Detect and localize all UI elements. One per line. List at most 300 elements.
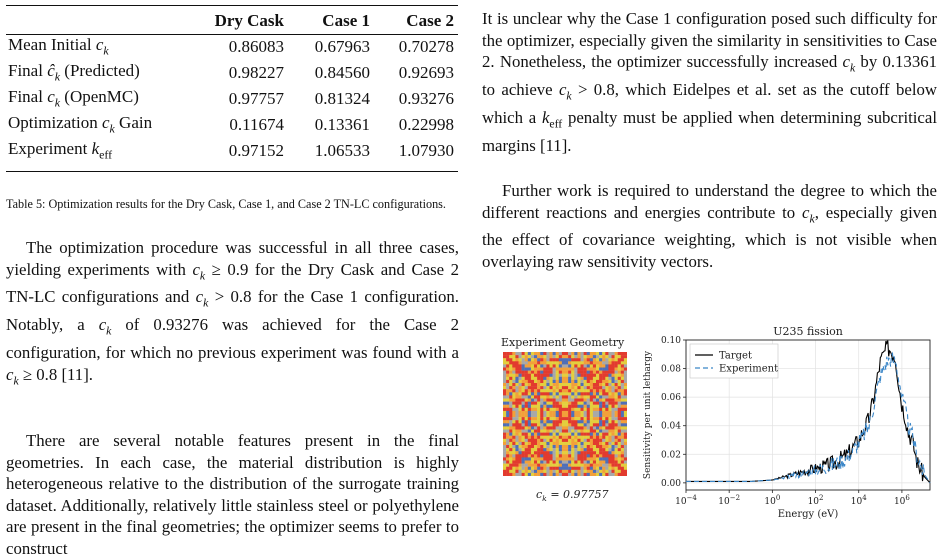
- geometry-cell: [525, 420, 528, 423]
- geometry-cell: [574, 358, 577, 361]
- geometry-cell: [581, 433, 584, 436]
- geometry-cell: [596, 411, 599, 414]
- geometry-cell: [584, 414, 587, 417]
- geometry-cell: [584, 361, 587, 364]
- geometry-cell: [624, 383, 627, 386]
- geometry-cell: [537, 364, 540, 367]
- geometry-cell: [581, 374, 584, 377]
- geometry-cell: [556, 395, 559, 398]
- geometry-cell: [593, 392, 596, 395]
- geometry-cell: [515, 448, 518, 451]
- geometry-cell: [581, 430, 584, 433]
- geometry-cell: [612, 383, 615, 386]
- geometry-cell: [531, 399, 534, 402]
- geometry-cell: [543, 389, 546, 392]
- geometry-cell: [593, 389, 596, 392]
- table-header-case-2: Case 2: [406, 11, 454, 30]
- geometry-cell: [602, 430, 605, 433]
- geometry-cell: [546, 380, 549, 383]
- geometry-cell: [593, 433, 596, 436]
- geometry-cell: [568, 417, 571, 420]
- geometry-cell: [584, 467, 587, 470]
- geometry-cell: [546, 448, 549, 451]
- geometry-cell: [593, 395, 596, 398]
- geometry-cell: [540, 355, 543, 358]
- geometry-cell: [593, 377, 596, 380]
- geometry-cell: [562, 461, 565, 464]
- geometry-cell: [543, 436, 546, 439]
- geometry-cell: [574, 436, 577, 439]
- geometry-cell: [553, 457, 556, 460]
- geometry-cell: [584, 451, 587, 454]
- left-paragraph-2: There are several notable features present in the final geometries. In each case, the material distribution is highly heterogeneous relative to the distribution of the surrogate training dataset. Additionally, relatively little stainless steel or polyethylene are present in the final geometries; the optimizer seems to prefer to construct: [6, 431, 459, 558]
- geometry-cell: [522, 473, 525, 476]
- geometry-cell: [546, 430, 549, 433]
- geometry-cell: [515, 414, 518, 417]
- geometry-cell: [562, 371, 565, 374]
- geometry-cell: [621, 383, 624, 386]
- x-tick-label: $10^2$: [807, 494, 824, 507]
- geometry-cell: [506, 454, 509, 457]
- geometry-cell: [525, 374, 528, 377]
- geometry-cell: [522, 377, 525, 380]
- geometry-cell: [605, 352, 608, 355]
- geometry-cell: [562, 380, 565, 383]
- geometry-cell: [608, 473, 611, 476]
- geometry-cell: [509, 402, 512, 405]
- geometry-cell: [596, 405, 599, 408]
- geometry-cell: [559, 405, 562, 408]
- geometry-cell: [574, 451, 577, 454]
- geometry-cell: [587, 451, 590, 454]
- table-cell: 0.86083: [228, 37, 284, 56]
- geometry-cell: [506, 433, 509, 436]
- geometry-cell: [596, 420, 599, 423]
- geometry-cell: [515, 442, 518, 445]
- geometry-cell: [571, 355, 574, 358]
- geometry-cell: [503, 473, 506, 476]
- geometry-cell: [522, 389, 525, 392]
- geometry-cell: [608, 377, 611, 380]
- geometry-cell: [621, 361, 624, 364]
- geometry-cell: [615, 420, 618, 423]
- geometry-cell: [587, 352, 590, 355]
- geometry-cell: [540, 423, 543, 426]
- table-bottom-rule: [6, 171, 458, 172]
- geometry-cell: [546, 386, 549, 389]
- geometry-cell: [537, 389, 540, 392]
- geometry-cell: [577, 461, 580, 464]
- geometry-cell: [503, 467, 506, 470]
- geometry-cell: [531, 467, 534, 470]
- geometry-cell: [581, 364, 584, 367]
- geometry-cell: [543, 383, 546, 386]
- geometry-cell: [562, 361, 565, 364]
- geometry-cell: [553, 383, 556, 386]
- geometry-cell: [565, 364, 568, 367]
- geometry-cell: [528, 414, 531, 417]
- geometry-cell: [577, 383, 580, 386]
- geometry-cell: [528, 405, 531, 408]
- geometry-cell: [599, 454, 602, 457]
- geometry-cell: [574, 374, 577, 377]
- geometry-cell: [522, 464, 525, 467]
- table-cell: 0.97757: [228, 89, 284, 108]
- geometry-cell: [568, 448, 571, 451]
- geometry-cell: [577, 445, 580, 448]
- geometry-cell: [599, 451, 602, 454]
- geometry-cell: [581, 442, 584, 445]
- geometry-cell: [546, 377, 549, 380]
- geometry-cell: [522, 392, 525, 395]
- geometry-cell: [577, 380, 580, 383]
- geometry-cell: [543, 395, 546, 398]
- geometry-cell: [531, 402, 534, 405]
- geometry-cell: [519, 405, 522, 408]
- geometry-cell: [590, 423, 593, 426]
- geometry-cell: [543, 430, 546, 433]
- geometry-cell: [571, 423, 574, 426]
- geometry-cell: [571, 386, 574, 389]
- geometry-cell: [608, 411, 611, 414]
- geometry-cell: [612, 473, 615, 476]
- geometry-cell: [559, 386, 562, 389]
- geometry-cell: [612, 461, 615, 464]
- geometry-cell: [571, 414, 574, 417]
- geometry-cell: [550, 361, 553, 364]
- geometry-cell: [519, 445, 522, 448]
- geometry-cell: [571, 448, 574, 451]
- geometry-cell: [519, 439, 522, 442]
- table-cell: 0.84560: [314, 63, 370, 82]
- geometry-cell: [584, 352, 587, 355]
- geometry-cell: [546, 374, 549, 377]
- geometry-cell: [525, 368, 528, 371]
- geometry-cell: [503, 454, 506, 457]
- geometry-cell: [550, 420, 553, 423]
- u235-fission-plot: [638, 318, 938, 543]
- geometry-cell: [615, 473, 618, 476]
- geometry-cell: [528, 420, 531, 423]
- geometry-cell: [550, 442, 553, 445]
- geometry-cell: [562, 389, 565, 392]
- geometry-cell: [550, 426, 553, 429]
- geometry-cell: [612, 423, 615, 426]
- table-top-rule: [6, 5, 458, 6]
- geometry-cell: [509, 426, 512, 429]
- geometry-cell: [534, 411, 537, 414]
- geometry-cell: [571, 368, 574, 371]
- geometry-cell: [615, 423, 618, 426]
- geometry-cell: [540, 402, 543, 405]
- geometry-cell: [615, 402, 618, 405]
- geometry-cell: [525, 395, 528, 398]
- geometry-cell: [581, 426, 584, 429]
- geometry-cell: [562, 464, 565, 467]
- geometry-cell: [519, 470, 522, 473]
- geometry-cell: [553, 395, 556, 398]
- geometry-cell: [624, 405, 627, 408]
- geometry-cell: [550, 402, 553, 405]
- geometry-cell: [525, 448, 528, 451]
- geometry-cell: [556, 442, 559, 445]
- geometry-cell: [550, 430, 553, 433]
- geometry-cell: [615, 389, 618, 392]
- geometry-cell: [522, 402, 525, 405]
- geometry-cell: [550, 461, 553, 464]
- geometry-cell: [534, 448, 537, 451]
- table-row: [8, 34, 454, 60]
- geometry-cell: [556, 402, 559, 405]
- geometry-cell: [531, 358, 534, 361]
- geometry-cell: [528, 470, 531, 473]
- geometry-cell: [534, 445, 537, 448]
- geometry-cell: [528, 386, 531, 389]
- geometry-cell: [506, 426, 509, 429]
- geometry-cell: [590, 414, 593, 417]
- geometry-cell: [531, 473, 534, 476]
- geometry-cell: [543, 368, 546, 371]
- geometry-cell: [512, 380, 515, 383]
- geometry-cell: [577, 464, 580, 467]
- geometry-cell: [559, 439, 562, 442]
- geometry-cell: [593, 352, 596, 355]
- geometry-cell: [612, 430, 615, 433]
- geometry-cell: [608, 364, 611, 367]
- geometry-cell: [577, 430, 580, 433]
- geometry-cell: [621, 457, 624, 460]
- geometry-cell: [528, 451, 531, 454]
- geometry-cell: [531, 420, 534, 423]
- geometry-cell: [506, 380, 509, 383]
- legend-label: Experiment: [719, 363, 779, 375]
- geometry-cell: [562, 399, 565, 402]
- geometry-cell: [568, 358, 571, 361]
- geometry-cell: [605, 426, 608, 429]
- geometry-cell: [568, 454, 571, 457]
- geometry-cell: [553, 436, 556, 439]
- geometry-cell: [528, 389, 531, 392]
- geometry-cell: [522, 364, 525, 367]
- geometry-cell: [559, 411, 562, 414]
- table-cell: 0.67963: [314, 37, 370, 56]
- geometry-cell: [584, 464, 587, 467]
- geometry-cell: [546, 461, 549, 464]
- geometry-cell: [568, 426, 571, 429]
- geometry-cell: [559, 426, 562, 429]
- geometry-cell: [590, 445, 593, 448]
- geometry-cell: [615, 392, 618, 395]
- geometry-cell: [534, 380, 537, 383]
- geometry-cell: [553, 433, 556, 436]
- geometry-cell: [503, 355, 506, 358]
- geometry-cell: [599, 423, 602, 426]
- geometry-cell: [574, 395, 577, 398]
- geometry-cell: [534, 408, 537, 411]
- geometry-cell: [608, 442, 611, 445]
- geometry-cell: [571, 371, 574, 374]
- geometry-cell: [593, 467, 596, 470]
- table-row: [8, 86, 454, 112]
- geometry-cell: [596, 389, 599, 392]
- geometry-cell: [534, 352, 537, 355]
- geometry-cell: [568, 451, 571, 454]
- geometry-cell: [615, 358, 618, 361]
- geometry-cell: [515, 451, 518, 454]
- geometry-cell: [571, 442, 574, 445]
- geometry-cell: [503, 426, 506, 429]
- geometry-cell: [534, 423, 537, 426]
- geometry-cell: [608, 383, 611, 386]
- geometry-cell: [562, 467, 565, 470]
- geometry-cell: [550, 464, 553, 467]
- geometry-cell: [543, 371, 546, 374]
- geometry-cell: [602, 454, 605, 457]
- geometry-cell: [528, 473, 531, 476]
- geometry-cell: [509, 355, 512, 358]
- geometry-cell: [562, 423, 565, 426]
- table-cell: 0.11674: [229, 115, 284, 134]
- geometry-cell: [512, 454, 515, 457]
- geometry-cell: [596, 467, 599, 470]
- geometry-cell: [621, 386, 624, 389]
- geometry-cell: [506, 374, 509, 377]
- geometry-cell: [537, 454, 540, 457]
- geometry-cell: [546, 454, 549, 457]
- geometry-cell: [584, 377, 587, 380]
- geometry-cell: [522, 461, 525, 464]
- geometry-cell: [568, 442, 571, 445]
- geometry-cell: [556, 420, 559, 423]
- geometry-cell: [556, 423, 559, 426]
- geometry-cell: [540, 383, 543, 386]
- geometry-cell: [568, 467, 571, 470]
- geometry-cell: [556, 470, 559, 473]
- geometry-cell: [531, 461, 534, 464]
- geometry-cell: [602, 467, 605, 470]
- geometry-cell: [618, 358, 621, 361]
- geometry-cell: [519, 374, 522, 377]
- geometry-cell: [581, 411, 584, 414]
- geometry-cell: [602, 420, 605, 423]
- geometry-cell: [550, 395, 553, 398]
- geometry-cell: [596, 473, 599, 476]
- x-axis-label: Energy (eV): [777, 509, 839, 520]
- geometry-cell: [618, 380, 621, 383]
- geometry-cell: [590, 355, 593, 358]
- geometry-cell: [593, 430, 596, 433]
- geometry-cell: [587, 371, 590, 374]
- geometry-cell: [506, 408, 509, 411]
- geometry-cell: [568, 389, 571, 392]
- geometry-cell: [512, 470, 515, 473]
- geometry-cell: [506, 445, 509, 448]
- geometry-cell: [593, 383, 596, 386]
- geometry-cell: [615, 451, 618, 454]
- geometry-cell: [581, 405, 584, 408]
- geometry-cell: [612, 467, 615, 470]
- geometry-cell: [593, 451, 596, 454]
- geometry-cell: [519, 355, 522, 358]
- geometry-cell: [515, 423, 518, 426]
- geometry-cell: [506, 442, 509, 445]
- geometry-cell: [599, 368, 602, 371]
- geometry-cell: [553, 442, 556, 445]
- geometry-cell: [599, 473, 602, 476]
- geometry-cell: [503, 470, 506, 473]
- geometry-cell: [587, 402, 590, 405]
- geometry-cell: [596, 371, 599, 374]
- geometry-cell: [503, 361, 506, 364]
- geometry-cell: [587, 411, 590, 414]
- geometry-cell: [608, 414, 611, 417]
- geometry-cell: [608, 430, 611, 433]
- geometry-cell: [571, 473, 574, 476]
- geometry-cell: [621, 374, 624, 377]
- geometry-cell: [593, 426, 596, 429]
- geometry-cell: [574, 383, 577, 386]
- geometry-cell: [618, 473, 621, 476]
- geometry-cell: [559, 364, 562, 367]
- geometry-cell: [615, 361, 618, 364]
- geometry-cell: [602, 470, 605, 473]
- geometry-cell: [587, 386, 590, 389]
- geometry-cell: [525, 408, 528, 411]
- geometry-cell: [553, 448, 556, 451]
- geometry-cell: [571, 361, 574, 364]
- geometry-cell: [515, 389, 518, 392]
- geometry-cell: [608, 352, 611, 355]
- geometry-cell: [574, 464, 577, 467]
- geometry-cell: [506, 377, 509, 380]
- geometry-cell: [512, 457, 515, 460]
- geometry-cell: [565, 405, 568, 408]
- geometry-cell: [593, 358, 596, 361]
- table-header-case-1: Case 1: [322, 11, 370, 30]
- geometry-cell: [590, 454, 593, 457]
- geometry-cell: [537, 377, 540, 380]
- geometry-cell: [621, 439, 624, 442]
- geometry-cell: [618, 470, 621, 473]
- geometry-cell: [612, 408, 615, 411]
- geometry-cell: [543, 461, 546, 464]
- geometry-cell: [506, 439, 509, 442]
- geometry-cell: [608, 368, 611, 371]
- geometry-cell: [553, 470, 556, 473]
- geometry-cell: [565, 386, 568, 389]
- geometry-cell: [559, 454, 562, 457]
- geometry-cell: [531, 439, 534, 442]
- geometry-cell: [608, 464, 611, 467]
- geometry-cell: [534, 467, 537, 470]
- geometry-cell: [574, 386, 577, 389]
- geometry-cell: [602, 402, 605, 405]
- geometry-cell: [568, 457, 571, 460]
- geometry-cell: [543, 467, 546, 470]
- geometry-cell: [599, 352, 602, 355]
- geometry-cell: [531, 392, 534, 395]
- geometry-cell: [587, 423, 590, 426]
- geometry-cell: [559, 389, 562, 392]
- geometry-cell: [522, 408, 525, 411]
- geometry-cell: [528, 454, 531, 457]
- geometry-cell: [506, 399, 509, 402]
- geometry-cell: [587, 383, 590, 386]
- geometry-cell: [618, 464, 621, 467]
- geometry-cell: [612, 395, 615, 398]
- geometry-cell: [621, 399, 624, 402]
- geometry-cell: [540, 420, 543, 423]
